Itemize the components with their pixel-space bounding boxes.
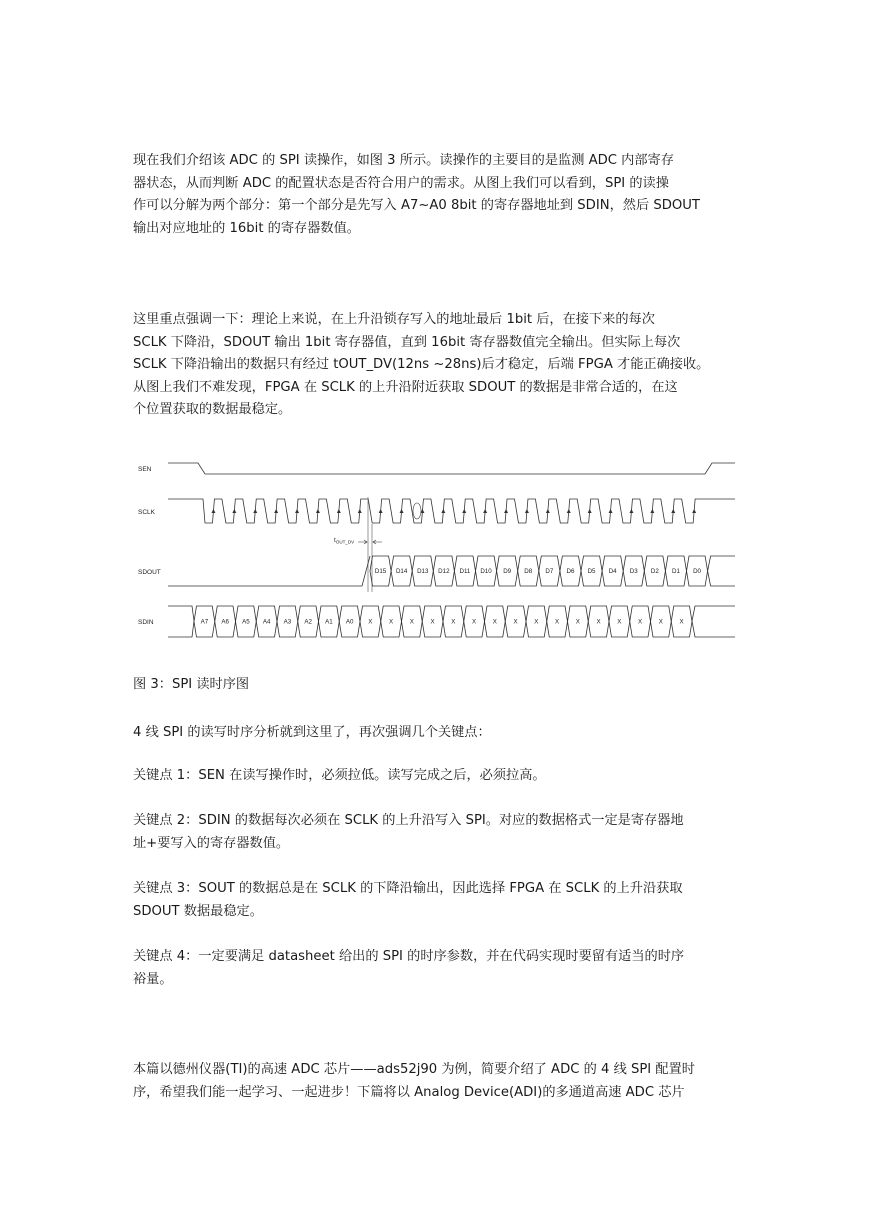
sdin-cell-label: X — [409, 618, 414, 626]
sdout-cell-label: D14 — [395, 568, 408, 576]
sclk-edge-arrow — [441, 509, 445, 513]
sdout-cell-label: D5 — [587, 568, 596, 576]
sclk-edge-arrow — [400, 509, 404, 513]
sdin-cell-label: X — [679, 618, 684, 626]
sdout-cell-label: D3 — [629, 568, 638, 576]
text-line: 现在我们介绍该 ADC 的 SPI 读操作，如图 3 所示。读操作的主要目的是监测 ADC 内部寄存 — [133, 153, 674, 168]
tout-label: $t_{OUT\_DV}$ — [334, 537, 355, 545]
sdout-cell-label: D1 — [671, 568, 680, 576]
sdout-cell-label: D10 — [480, 568, 492, 576]
text-line: 器状态，从而判断 ADC 的配置状态是否符合用户的需求。从图上我们可以看到，SPI 的读操 — [133, 175, 669, 191]
sdout-tail — [708, 556, 735, 586]
sdin-cell-label: A6 — [221, 618, 229, 626]
sdout-cell-label: D8 — [524, 568, 533, 576]
sclk-edge-highlight — [413, 503, 421, 519]
sclk-edge-arrow — [525, 509, 529, 513]
sclk-edge-arrow — [629, 509, 633, 513]
text-line: 本篇以德州仪器(TI)的高速 ADC 芯片——ads52j90 为例，简要介绍了 ADC 的 4 线 SPI 配置时 — [133, 1062, 695, 1077]
text-line: 序，希望我们能一起学习、一起进步！下篇将以 Analog Device(ADI)的多通道高速 ADC 芯片 — [133, 1084, 685, 1100]
sclk-edge-arrow — [232, 509, 236, 513]
sdout-cell-label: D6 — [566, 568, 575, 576]
sdin-cell-label: A0 — [345, 618, 354, 626]
sdin-cell-label: A1 — [325, 618, 333, 626]
sdout-cell-label: D15 — [374, 568, 387, 576]
sdin-cell-label: X — [451, 618, 456, 626]
text-line: SCLK 下降沿输出的数据只有经过 tOUT_DV(12ns ~28ns)后才稳定，后端 FPGA 才能正确接收。 — [133, 357, 710, 372]
sdin-cell-label: A5 — [242, 618, 250, 626]
text-line: 输出对应地址的 16bit 的寄存器数值。 — [133, 220, 360, 236]
sdin-cell-label: X — [492, 618, 497, 626]
text-line: 从图上我们不难发现，FPGA 在 SCLK 的上升沿附近获取 SDOUT 的数据是非常合适的，在这 — [133, 379, 678, 395]
sclk-edge-arrow — [567, 509, 571, 513]
sdin-cell-label: X — [658, 618, 663, 626]
text-line: 关键点 3：SOUT 的数据总是在 SCLK 的下降沿输出，因此选择 FPGA 在 SCLK 的上升沿获取 — [133, 881, 683, 896]
sdin-idle — [168, 606, 194, 637]
spi-read-timing-diagram — [130, 452, 740, 652]
sdin-cell-label: X — [368, 618, 373, 626]
key-point-2 — [133, 810, 737, 855]
sdout-cell-label: D0 — [693, 568, 702, 576]
text-line: 个位置获取的数据最稳定。 — [133, 402, 292, 417]
key-point-1 — [133, 765, 737, 788]
sclk-edge-arrow — [588, 509, 592, 513]
signal-label-sclk: SCLK — [138, 509, 155, 516]
sdin-cell-label: X — [513, 618, 518, 626]
sclk-edge-arrow — [609, 509, 613, 513]
text-line: SDOUT 数据最稳定。 — [133, 903, 263, 919]
sclk-edge-arrow — [379, 509, 383, 513]
sdout-cell-label: D2 — [650, 568, 659, 576]
sdout-cell-label: D7 — [545, 568, 554, 576]
sdin-cell-label: A2 — [304, 618, 312, 626]
paragraph-spi-read-intro — [133, 150, 737, 240]
sclk-edge-arrow — [462, 509, 466, 513]
sdout-idle-waveform — [168, 556, 370, 586]
sdin-cell-label: A3 — [283, 618, 292, 626]
sdin-cell-label: X — [596, 618, 601, 626]
text-line: 这里重点强调一下：理论上来说，在上升沿锁存写入的地址最后 1bit 后，在接下来的每次 — [133, 312, 655, 327]
sclk-edge-arrow — [358, 509, 362, 513]
sdin-cell-label: X — [617, 618, 622, 626]
sclk-edge-arrow — [650, 509, 654, 513]
sdin-cell-label: A4 — [262, 618, 271, 626]
sclk-waveform — [168, 499, 735, 523]
sdout-cell-label: D4 — [608, 568, 617, 576]
sclk-edge-arrow — [337, 509, 341, 513]
text-line: 关键点 1：SEN 在读写操作时，必须拉低。读写完成之后，必须拉高。 — [133, 768, 546, 783]
sdin-cell-label: X — [555, 618, 560, 626]
sclk-edge-arrow — [274, 509, 278, 513]
tout-arrow-right — [373, 540, 382, 544]
paragraph-summary — [133, 1059, 737, 1104]
sclk-edge-arrow — [316, 509, 320, 513]
sdout-cell-label: D13 — [417, 568, 429, 576]
sdin-cell-label: X — [575, 618, 580, 626]
sdin-cell-label: X — [430, 618, 435, 626]
sdin-cell-label: X — [389, 618, 394, 626]
sdout-cell-label: D11 — [459, 568, 471, 576]
sdout-cell-label: D12 — [438, 568, 450, 576]
sdin-cell-label: A7 — [200, 618, 209, 626]
sclk-edge-arrow — [295, 509, 299, 513]
text-line: 裕量。 — [133, 971, 173, 987]
sclk-edge-arrow — [546, 509, 550, 513]
sclk-edge-arrow — [483, 509, 487, 513]
paragraph-emphasis — [133, 309, 737, 422]
sen-waveform — [168, 463, 735, 474]
text-line: 关键点 2：SDIN 的数据每次必须在 SCLK 的上升沿写入 SPI。对应的数据格式一定是寄存器地 — [133, 813, 684, 828]
sclk-edge-arrow — [211, 509, 215, 513]
text-line: 址+要写入的寄存器数值。 — [133, 835, 290, 851]
sclk-edge-arrow — [253, 509, 257, 513]
key-point-3 — [133, 878, 737, 923]
signal-label-sen: SEN — [138, 466, 152, 473]
sclk-edge-arrow — [504, 509, 508, 513]
tout-arrow-left — [358, 540, 367, 544]
intro-line: 4 线 SPI 的读写时序分析就到这里了，再次强调几个关键点： — [133, 725, 491, 740]
sdin-cell-label: X — [638, 618, 643, 626]
sclk-edge-arrow — [671, 509, 675, 513]
sclk-edge-arrow — [692, 509, 696, 513]
sdin-cell-label: X — [534, 618, 539, 626]
figure-caption: 图 3：SPI 读时序图 — [133, 677, 250, 692]
text-line: 关键点 4：一定要满足 datasheet 给出的 SPI 的时序参数，并在代码实现时要留有适当的时序 — [133, 949, 685, 964]
sdin-cell-label: X — [472, 618, 477, 626]
text-line: 作可以分解为两个部分：第一个部分是先写入 A7~A0 8bit 的寄存器地址到 SDIN，然后 SDOUT — [133, 198, 700, 213]
signal-label-sdin: SDIN — [138, 619, 154, 626]
sdout-cell-label: D9 — [503, 568, 512, 576]
text-line: SCLK 下降沿，SDOUT 输出 1bit 寄存器值，直到 16bit 寄存器数值完全输出。但实际上每次 — [133, 334, 681, 350]
key-point-4 — [133, 946, 737, 991]
signal-label-sdout: SDOUT — [138, 569, 161, 576]
sdin-tail — [692, 606, 735, 637]
